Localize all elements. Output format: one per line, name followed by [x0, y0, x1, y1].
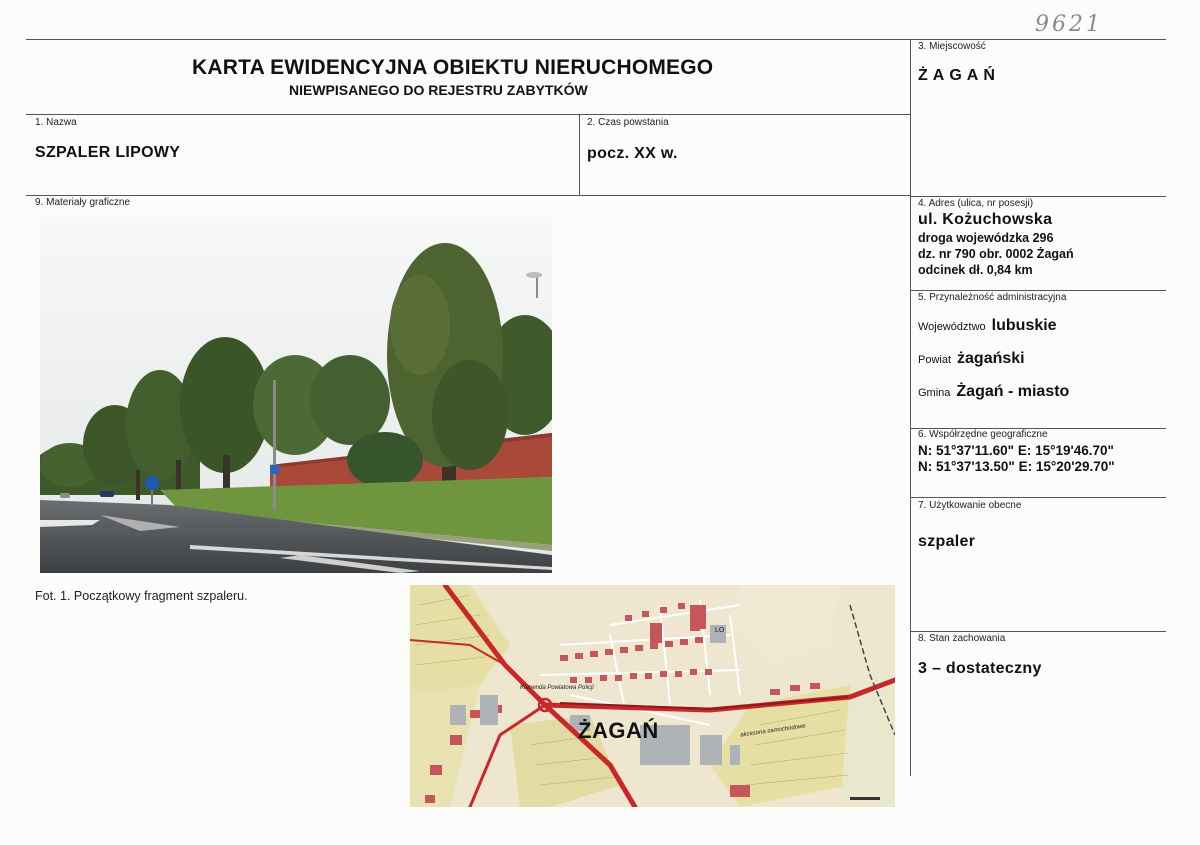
graphics-label: 9. Materiały graficzne [35, 197, 131, 208]
handwritten-number: 9621 [1035, 12, 1103, 37]
coords-label: 6. Współrzędne geograficzne [918, 429, 1048, 440]
coords-end: N: 51°37'13.50" E: 15°20'29.70" [918, 459, 1115, 474]
locality-label: 3. Miejscowość [918, 41, 986, 52]
usage-label: 7. Użytkowanie obecne [918, 500, 1022, 511]
street-photo [40, 215, 552, 573]
admin-county [918, 350, 1025, 368]
divider-name [26, 195, 910, 196]
divider-usage [910, 631, 1166, 632]
divider-title [26, 114, 910, 115]
photo-caption: Fot. 1. Początkowy fragment szpaleru. [35, 589, 248, 603]
page-title: KARTA EWIDENCYJNA OBIEKTU NIERUCHOMEGO [192, 56, 714, 79]
map-lo-label: LO [715, 627, 725, 634]
map-city-label: ŻAGAŃ [578, 718, 659, 743]
address-label: 4. Adres (ulica, nr posesji) [918, 198, 1034, 209]
commune-value: Żagań - miasto [956, 383, 1070, 400]
address-length: odcinek dł. 0,84 km [918, 263, 1033, 277]
admin-voivodeship [918, 317, 1057, 335]
admin-label: 5. Przynależność administracyjna [918, 292, 1067, 303]
condition-value: 3 – dostateczny [918, 660, 1042, 677]
county-value: żagański [957, 350, 1025, 367]
divider-right-column [910, 39, 911, 776]
divider-address [910, 290, 1166, 291]
condition-label: 8. Stan zachowania [918, 633, 1006, 644]
address-road: droga wojewódzka 296 [918, 231, 1054, 245]
divider-locality [910, 196, 1166, 197]
location-map [410, 585, 895, 807]
map-shop-label: akcesoria samochodowe [739, 723, 807, 739]
divider-name-time [579, 114, 580, 196]
divider-coords [910, 497, 1166, 498]
admin-commune [918, 383, 1069, 401]
coords-start: N: 51°37'11.60" E: 15°19'46.70" [918, 443, 1114, 458]
page-subtitle: NIEWPISANEGO DO REJESTRU ZABYTKÓW [289, 82, 588, 98]
time-value: pocz. XX w. [587, 145, 678, 162]
usage-value: szpaler [918, 533, 976, 550]
locality-value: ŻAGAŃ [918, 67, 1000, 84]
name-value: SZPALER LIPOWY [35, 144, 181, 161]
commune-label: Gmina [918, 387, 951, 399]
name-label: 1. Nazwa [35, 117, 77, 128]
voivodeship-label: Województwo [918, 321, 986, 333]
voivodeship-value: lubuskie [991, 317, 1057, 334]
map-police-label: Komenda Powiatowa Policji [520, 685, 594, 691]
top-border [26, 39, 1166, 40]
county-label: Powiat [918, 354, 952, 366]
time-label: 2. Czas powstania [587, 117, 669, 128]
address-street: ul. Kożuchowska [918, 211, 1053, 228]
address-parcel: dz. nr 790 obr. 0002 Żagań [918, 247, 1074, 261]
